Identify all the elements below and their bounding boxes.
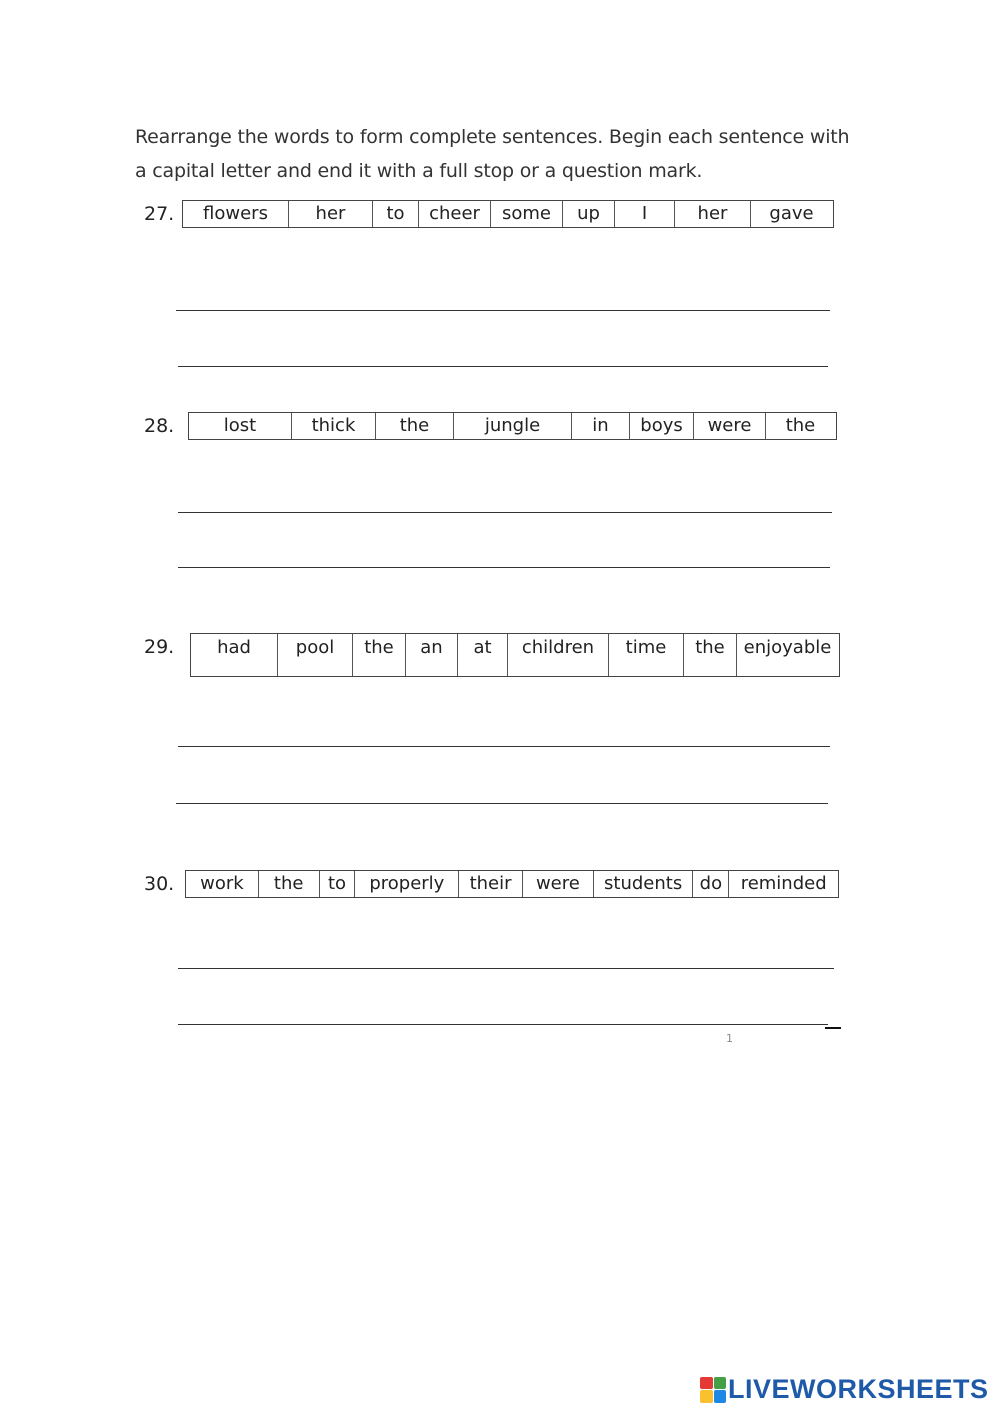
word-box: the: [376, 413, 454, 439]
word-box: I: [615, 201, 675, 227]
answer-line[interactable]: [178, 567, 830, 568]
word-box: up: [563, 201, 615, 227]
word-box: gave: [769, 203, 814, 224]
instructions-line-1: Rearrange the words to form complete sentences. Begin each sentence with: [135, 126, 850, 148]
logo-square-blue: [714, 1390, 727, 1403]
word-box: students: [594, 871, 694, 897]
word-box: at: [458, 634, 508, 676]
answer-line[interactable]: [178, 1024, 828, 1025]
word-box: had: [191, 634, 278, 676]
word-box: the: [785, 415, 816, 436]
word-box: reminded: [740, 873, 827, 894]
word-box: jungle: [454, 413, 572, 439]
liveworksheets-logo-icon: [700, 1377, 726, 1403]
instructions-line-2: a capital letter and end it with a full stop or a question mark.: [135, 160, 703, 182]
brand-watermark: [700, 1374, 989, 1405]
question-number: 29.: [144, 636, 175, 658]
answer-line[interactable]: [176, 803, 828, 804]
logo-square-yellow: [700, 1390, 713, 1403]
word-box: some: [491, 201, 563, 227]
word-box: her: [675, 201, 751, 227]
brand-name: LIVEWORKSHEETS: [728, 1374, 989, 1404]
question-number: 30.: [144, 873, 175, 895]
answer-line[interactable]: [178, 366, 828, 367]
word-box: to: [373, 201, 419, 227]
word-box: an: [406, 634, 458, 676]
word-box: enjoyable: [743, 637, 832, 658]
word-box: pool: [278, 634, 353, 676]
word-box: were: [694, 413, 766, 439]
question-number: 27.: [144, 203, 175, 225]
page-number: 1: [726, 1032, 733, 1045]
word-box-row: [185, 870, 839, 898]
word-box: do: [693, 871, 729, 897]
trailing-dash: [825, 1027, 841, 1029]
word-box: work: [186, 871, 259, 897]
worksheet-instructions: [135, 120, 855, 188]
answer-line[interactable]: [178, 512, 832, 513]
word-box: the: [353, 634, 406, 676]
word-box: were: [523, 871, 594, 897]
word-box: time: [609, 634, 684, 676]
word-box: the: [684, 634, 737, 676]
answer-line[interactable]: [178, 968, 834, 969]
word-box-row: [190, 633, 840, 677]
word-box: children: [508, 634, 609, 676]
word-box: their: [459, 871, 523, 897]
word-box: her: [289, 201, 373, 227]
word-box-row: [182, 200, 834, 228]
word-box: boys: [630, 413, 694, 439]
answer-line[interactable]: [176, 310, 830, 311]
word-box: cheer: [419, 201, 491, 227]
word-box: in: [572, 413, 630, 439]
question-number: 28.: [144, 415, 175, 437]
word-box: lost: [189, 413, 292, 439]
word-box: flowers: [183, 201, 289, 227]
answer-line[interactable]: [178, 746, 830, 747]
word-box: thick: [292, 413, 376, 439]
logo-square-green: [714, 1377, 727, 1390]
logo-square-red: [700, 1377, 713, 1390]
word-box-row: [188, 412, 837, 440]
word-box: the: [259, 871, 320, 897]
word-box: properly: [355, 871, 459, 897]
word-box: to: [320, 871, 356, 897]
